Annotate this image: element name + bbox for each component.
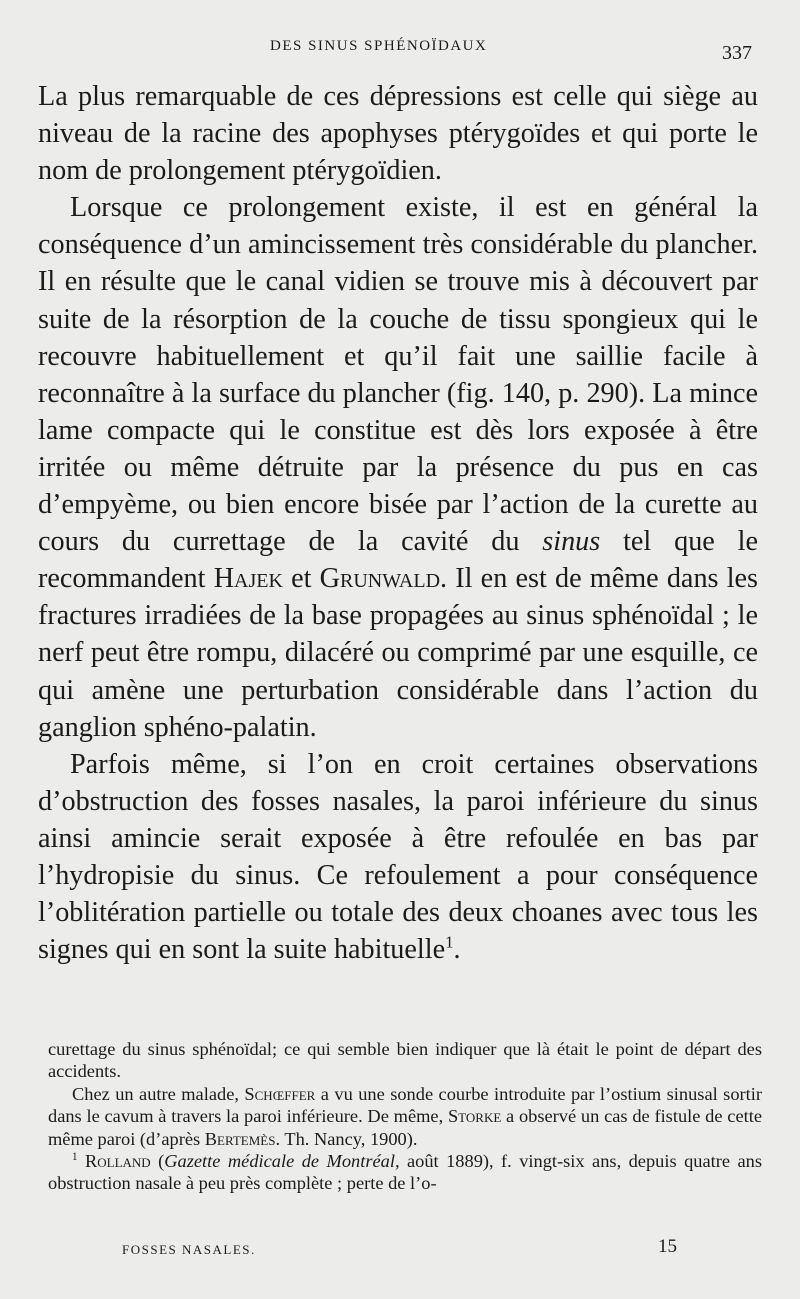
footnote-1-text-a: ( xyxy=(150,1151,165,1172)
page-number: 337 xyxy=(722,42,752,64)
author-hajek: Hajek xyxy=(213,563,283,595)
gathering-number: 15 xyxy=(658,1236,677,1257)
paragraph-2-text-a: Lorsque ce prolongement existe, il est en général la conséquence d’un amincissement très considérable du plancher. Il en résulte que le canal vidien se trouve mis à découvert par suite de la résorption de la couche de tissu spongieux qui le recouvre habituellement et qu’il fait une saillie facile à reconnaître à la surface du plancher (fig. 140, p. 290). La mince lame compacte qui le constitue est dès lors exposée à être irritée ou même détruite par la présence du pus en cas d’empyème, ou bien encore bisée par l’action de la curette au cours du currettage de la cavité du xyxy=(38,192,758,558)
footnote-2-text-b: a vu une sonde courbe introduite par l’ostium sinusal sortir dans le cavum à travers la paroi inférieure. De même, xyxy=(48,1083,762,1127)
author-schoeffer: Schœffer xyxy=(244,1083,316,1104)
journal-title: Gazette médicale de Montréal, xyxy=(164,1151,400,1172)
running-head xyxy=(40,38,760,68)
footnote-2-text-d: . Th. Nancy, 1900). xyxy=(275,1128,418,1149)
signature-mark: FOSSES NASALES. xyxy=(122,1242,256,1257)
footnote-marker[interactable]: 1 xyxy=(445,932,454,952)
footnote-1-marker: 1 xyxy=(72,1150,78,1163)
paragraph-2 xyxy=(38,189,758,745)
paragraph-3 xyxy=(38,746,758,969)
footnote-1-text-b: août 1889), f. vingt-six ans, depuis quatre ans obstruction nasale à peu près complète ; perte de l’o- xyxy=(48,1151,762,1194)
page-footer xyxy=(40,1232,760,1262)
paragraph-2-text-b: tel que le recommandent xyxy=(38,526,758,595)
author-rolland: Rolland xyxy=(84,1151,151,1172)
paragraph-3-end: . xyxy=(453,934,461,966)
footnote-continuation xyxy=(48,1038,762,1083)
author-bertemes: Bertemès xyxy=(204,1128,276,1149)
footnote-paragraph-2 xyxy=(48,1083,762,1150)
paragraph-2-text-d: . Il en est de même dans les fractures irradiées de la base propagées au sinus sphénoïdal ; le nerf peut être rompu, dilacéré ou comprimé par une esquille, ce qui amène une perturbation considérable dans l’action du ganglion sphéno-palatin. xyxy=(38,563,759,743)
footnote-2-text-c: a observé un cas de fistule de cette même paroi (d’après xyxy=(48,1106,763,1149)
paragraph-2-text-c: et xyxy=(282,563,320,595)
paragraph-1-text: La plus remarquable de ces dépressions est celle qui siège au niveau de la racine des apophyses ptérygoïdes et qui porte le nom de prolongement ptérygoïdien. xyxy=(38,81,758,187)
paragraph-1 xyxy=(38,78,758,189)
footnote-2-text-a: Chez un autre malade, xyxy=(72,1083,245,1104)
author-storke: Storke xyxy=(447,1106,502,1127)
italic-sinus: sinus xyxy=(542,526,601,558)
paragraph-3-text: Parfois même, si l’on en croit certaines observations d’obstruction des fosses nasales, la paroi inférieure du sinus ainsi amincie serait exposée à être refoulée en bas par l’hydropisie du sinus. Ce refoulement a pour conséquence l’oblitération partielle ou totale des deux choanes avec tous les signes qui en sont la suite habituelle xyxy=(38,748,758,966)
running-head-title: DES SINUS SPHÉNOÏDAUX xyxy=(270,38,488,54)
footnote-1 xyxy=(48,1150,762,1195)
footnote-continuation-text: curettage du sinus sphénoïdal; ce qui semble bien indiquer que là était le point de départ des accidents. xyxy=(48,1039,762,1082)
author-grunwald: Grunwald xyxy=(319,563,441,595)
main-text xyxy=(38,78,758,968)
footnotes xyxy=(48,1038,762,1195)
